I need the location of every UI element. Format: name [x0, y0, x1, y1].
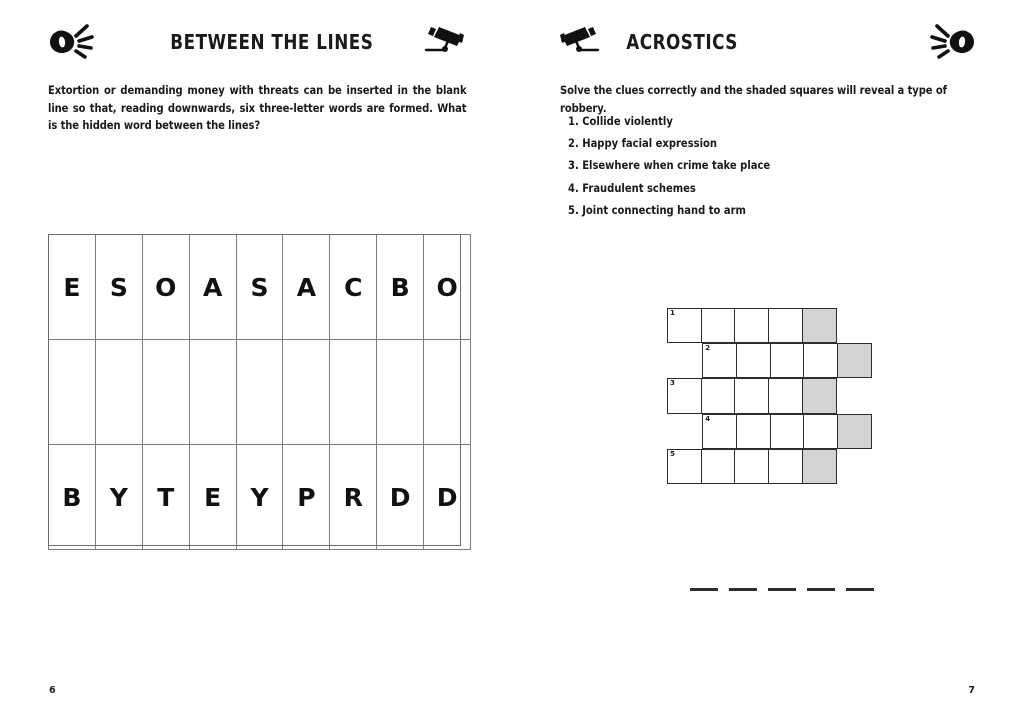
acrostic-row: [702, 343, 870, 378]
letter-cell: D: [377, 445, 424, 550]
answer-cell[interactable]: [377, 340, 424, 445]
right-page-header: [558, 14, 978, 70]
acrostic-cell[interactable]: [701, 378, 736, 413]
letter-cell: E: [49, 235, 96, 340]
acrostic-cell[interactable]: [702, 414, 737, 449]
clue-item: 1. Collide violently: [568, 115, 673, 128]
clue-number: 3: [670, 379, 675, 388]
answer-cell[interactable]: [330, 340, 377, 445]
answer-cell[interactable]: [283, 340, 330, 445]
acrostic-cell-shaded[interactable]: [837, 343, 872, 378]
answer-cell[interactable]: [189, 340, 236, 445]
clue-item: 3. Elsewhere when crime take place: [568, 159, 771, 173]
acrostic-cell[interactable]: [734, 449, 769, 484]
acrostic-cell-shaded[interactable]: [802, 378, 837, 413]
letter-grid: [48, 234, 471, 550]
page-title: ACROSTICS: [626, 30, 738, 54]
acrostic-cell[interactable]: [701, 308, 736, 343]
answer-cell[interactable]: [142, 340, 189, 445]
answer-blank[interactable]: [729, 588, 757, 591]
acrostic-cell[interactable]: [770, 343, 805, 378]
answer-blank[interactable]: [807, 588, 835, 591]
letter-cell: P: [283, 445, 330, 550]
acrostic-row: [702, 414, 870, 449]
letter-cell: A: [283, 235, 330, 340]
acrostic-cell[interactable]: [734, 378, 769, 413]
left-page-header: [46, 14, 466, 70]
clue-list: [568, 111, 770, 222]
acrostic-cell[interactable]: [768, 378, 803, 413]
letter-cell: B: [49, 445, 96, 550]
letter-cell: S: [95, 235, 142, 340]
security-camera-icon: [558, 23, 602, 62]
acrostic-cell[interactable]: [667, 449, 702, 484]
letter-cell: O: [142, 235, 189, 340]
acrostic-grid: [667, 308, 882, 486]
acrostic-cell[interactable]: [667, 378, 702, 413]
clue-number: 4: [705, 414, 711, 423]
answer-blanks: [690, 588, 874, 591]
letter-cell: S: [236, 235, 283, 340]
puzzle-instructions: Solve the clues correctly and the shaded squares will reveal a type of robbery.: [560, 84, 947, 115]
letter-cell: B: [377, 235, 424, 340]
answer-blank[interactable]: [768, 588, 796, 591]
acrostic-row: [667, 378, 835, 413]
clue-item: 2. Happy facial expression: [568, 137, 717, 151]
letter-cell: E: [189, 445, 236, 550]
letter-cell: R: [330, 445, 377, 550]
acrostic-cell-shaded[interactable]: [802, 308, 837, 343]
answer-blank[interactable]: [846, 588, 874, 591]
answer-cell[interactable]: [95, 340, 142, 445]
acrostic-cell[interactable]: [734, 308, 769, 343]
acrostic-cell-shaded[interactable]: [802, 449, 837, 484]
letter-cell: Y: [95, 445, 142, 550]
acrostic-cell[interactable]: [736, 414, 771, 449]
clue-item: 4. Fraudulent schemes: [568, 181, 696, 195]
acrostic-cell[interactable]: [701, 449, 736, 484]
clue-number: 2: [705, 344, 711, 353]
letter-cell: D: [424, 445, 471, 550]
acrostic-cell[interactable]: [736, 343, 771, 378]
letter-cell: C: [330, 235, 377, 340]
acrostic-cell[interactable]: [667, 308, 702, 343]
whistle-icon: [46, 18, 98, 67]
page-number: 7: [968, 685, 975, 696]
letter-grid-row-bottom: [49, 445, 471, 550]
whistle-icon: [926, 18, 978, 67]
letter-cell: T: [142, 445, 189, 550]
answer-cell[interactable]: [424, 340, 471, 445]
acrostic-cell[interactable]: [768, 449, 803, 484]
acrostic-row: [667, 308, 835, 343]
answer-cell[interactable]: [236, 340, 283, 445]
page-title: BETWEEN THE LINES: [170, 30, 374, 54]
clue-number: 1: [670, 309, 675, 317]
letter-cell: Y: [236, 445, 283, 550]
clue-number: 5: [670, 449, 675, 458]
clue-item: 5. Joint connecting hand to arm: [568, 203, 746, 217]
letter-cell: A: [189, 235, 236, 340]
answer-blank[interactable]: [690, 588, 718, 591]
acrostic-cell-shaded[interactable]: [837, 414, 872, 449]
acrostic-cell[interactable]: [803, 343, 838, 378]
letter-grid-row-blank: [49, 340, 471, 445]
letter-grid-row-top: [49, 235, 471, 340]
acrostic-cell[interactable]: [803, 414, 838, 449]
security-camera-icon: [422, 23, 466, 62]
acrostic-cell[interactable]: [768, 308, 803, 343]
acrostic-cell[interactable]: [770, 414, 805, 449]
letter-cell: O: [424, 235, 471, 340]
answer-cell[interactable]: [49, 340, 96, 445]
puzzle-instructions: Extortion or demanding money with threats can be inserted in the blank line so that, reading downwards, six three-letter words are formed. What is the hidden word between the lines?: [48, 84, 467, 132]
page-number: 6: [49, 685, 56, 696]
acrostic-row: [667, 449, 835, 484]
acrostic-cell[interactable]: [702, 343, 737, 378]
